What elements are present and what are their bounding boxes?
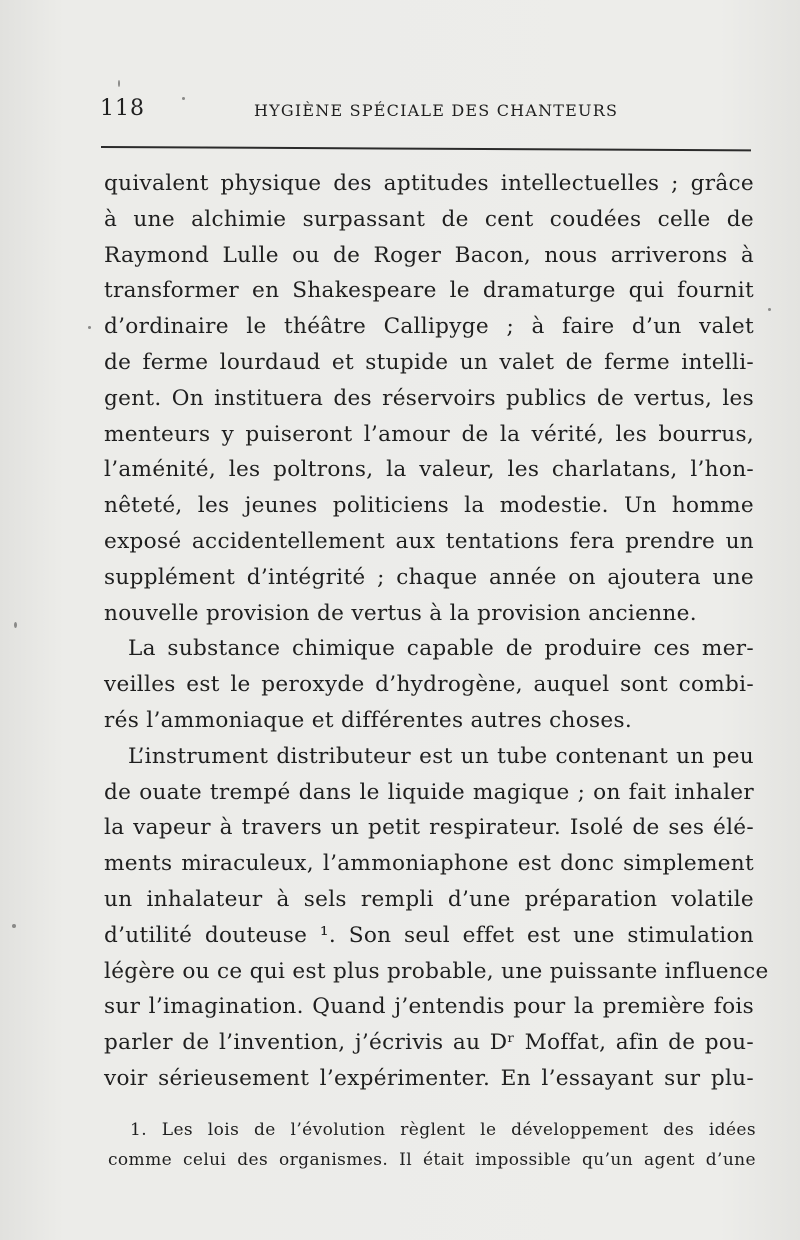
text-line: La substance chimique capable de produire ces mer-: [128, 636, 754, 662]
header-rule: [101, 146, 751, 151]
text-line: Raymond Lulle ou de Roger Bacon, nous arriverons à: [104, 242, 754, 268]
page-number: 118: [100, 96, 145, 121]
print-speck: [88, 326, 91, 329]
running-title: HYGIÈNE SPÉCIALE DES CHANTEURS: [254, 101, 619, 120]
text-line: voir sérieusement l’expérimenter. En l’essayant sur plu-: [104, 1065, 754, 1091]
text-line: supplément d’intégrité ; chaque année on ajoutera une: [104, 564, 754, 590]
text-line: exposé accidentellement aux tentations fera prendre un: [104, 528, 754, 554]
text-line: veilles est le peroxyde d’hydrogène, auquel sont combi-: [104, 672, 754, 698]
text-line: d’utilité douteuse ¹. Son seul effet est une stimulation: [104, 922, 754, 948]
page-header: [100, 96, 740, 130]
text-line: transformer en Shakespeare le dramaturge qui fournit: [104, 278, 754, 304]
text-line: de ouate trempé dans le liquide magique ; on fait inhaler: [104, 779, 754, 805]
print-speck: [12, 924, 16, 928]
footnote-line: 1. Les lois de l’évolution règlent le développement des idées: [130, 1120, 756, 1140]
text-line: gent. On instituera des réservoirs publics de vertus, les: [104, 385, 754, 411]
text-line: nêteté, les jeunes politiciens la modestie. Un homme: [104, 493, 754, 519]
footnote-line: comme celui des organismes. Il était impossible qu’un agent d’une: [108, 1150, 756, 1170]
print-speck: [14, 622, 17, 628]
text-line: un inhalateur à sels rempli d’une préparation volatile: [104, 886, 754, 912]
text-line: la vapeur à travers un petit respirateur. Isolé de ses élé-: [104, 815, 754, 841]
text-line: menteurs y puiseront l’amour de la vérité, les bourrus,: [104, 421, 754, 447]
text-line: L’instrument distributeur est un tube contenant un peu: [128, 743, 754, 769]
text-line: d’ordinaire le théâtre Callipyge ; à faire d’un valet: [104, 314, 754, 340]
text-line: de ferme lourdaud et stupide un valet de ferme intelli-: [104, 349, 754, 375]
text-line: rés l’ammoniaque et différentes autres choses.: [104, 707, 633, 733]
text-line: quivalent physique des aptitudes intellectuelles ; grâce: [104, 171, 754, 196]
text-line: à une alchimie surpassant de cent coudées celle de: [104, 206, 754, 232]
print-speck: [118, 80, 120, 87]
text-line: ments miraculeux, l’ammoniaphone est donc simplement: [104, 851, 754, 877]
text-line: nouvelle provision de vertus à la provision ancienne.: [104, 600, 697, 626]
footnote: [108, 1115, 756, 1175]
body-text: [104, 166, 769, 1097]
text-line: sur l’imagination. Quand j’entendis pour la première fois: [104, 994, 754, 1020]
text-line: l’aménité, les poltrons, la valeur, les charlatans, l’hon-: [104, 457, 754, 483]
print-speck: [768, 308, 771, 311]
print-speck: [182, 97, 185, 100]
text-line: parler de l’invention, j’écrivis au Dʳ Moffat, afin de pou-: [104, 1030, 754, 1056]
text-line: légère ou ce qui est plus probable, une puissante influence: [104, 958, 769, 984]
